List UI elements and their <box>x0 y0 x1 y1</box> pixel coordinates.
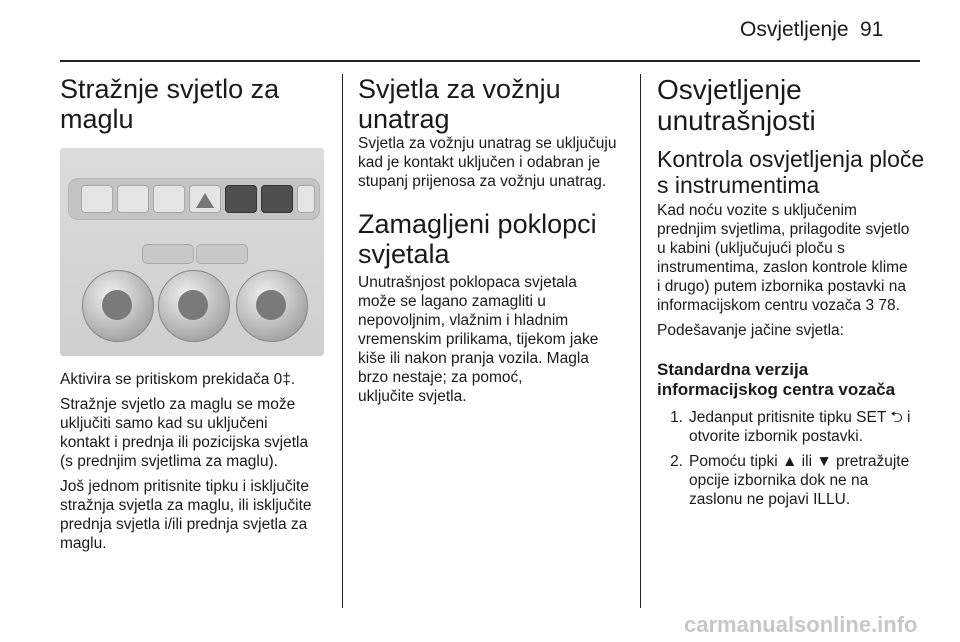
column-divider-1 <box>342 74 343 608</box>
body-text: instrumentima, zaslon kontrole klime <box>657 259 908 276</box>
body-text: uključite svjetla. <box>358 388 467 405</box>
body-text: kad je kontakt uključen i odabran je <box>358 154 601 171</box>
vent-button-icon <box>196 244 248 264</box>
column-2 <box>358 74 626 406</box>
list-text: zaslonu ne pojavi ILLU. <box>689 491 851 508</box>
section-heading-interior-lighting: Osvjetljenje <box>657 74 802 105</box>
switch-panel <box>68 178 320 220</box>
rear-fog-switch-icon <box>225 185 257 213</box>
watermark: carmanualsonline.info <box>684 612 918 637</box>
section-heading-rear-fog: Stražnje svjetlo za maglu <box>60 74 280 134</box>
front-fog-switch-icon <box>261 185 293 213</box>
body-text: kontakt i prednja ili pozicijska svjetla <box>60 434 309 451</box>
body-text: stražnja svjetla za maglu, ili isključite <box>60 497 312 514</box>
section-heading-reversing-lights: Svjetla za vožnju unatrag <box>358 74 561 134</box>
body-text: vremenskim prilikama, tijekom jake <box>358 331 599 348</box>
body-text: (s prednjim svjetlima za maglu). <box>60 453 278 470</box>
climate-controls <box>60 244 324 356</box>
list-number: 2. <box>670 453 683 470</box>
list-item <box>657 452 925 509</box>
hazard-switch-icon <box>189 185 221 213</box>
subsection-heading-instrument-panel: Kontrola osvjetljenja ploče <box>657 146 925 172</box>
column-3 <box>657 74 925 515</box>
list-text: otvorite izbornik postavki. <box>689 428 864 445</box>
body-text: stupanj prijenosa za vožnju unatrag. <box>358 173 607 190</box>
body-text: u kabini (uključujući ploču s <box>657 240 845 257</box>
body-text: Stražnje svjetlo za maglu se može <box>60 396 296 413</box>
body-text: kiše ili nakon pranja vozila. Magla <box>358 350 589 367</box>
column-divider-2 <box>640 74 641 608</box>
page-number: 91 <box>860 18 884 41</box>
body-text: brzo nestaje; za pomoć, <box>358 369 523 386</box>
section-heading-misted-lights: svjetala <box>358 239 450 269</box>
body-text: Unutrašnjost poklopaca svjetala <box>358 274 577 291</box>
climate-knob-icon <box>236 270 308 342</box>
body-text: Podešavanje jačine svjetla: <box>657 322 844 339</box>
switch-icon <box>117 185 149 213</box>
switch-icon <box>153 185 185 213</box>
subsection-heading-standard-dic: Standardna verzija <box>657 360 809 379</box>
header-rule <box>60 60 920 62</box>
section-heading-interior-lighting: unutrašnjosti <box>657 105 816 136</box>
body-text: Aktivira se pritiskom prekidača 0‡. <box>60 371 296 388</box>
list-text: opcije izbornika dok ne na <box>689 472 869 489</box>
body-text: nepovoljnim, vlažnim i hladnim <box>358 312 569 329</box>
body-text: Još jednom pritisnite tipku i isključite <box>60 478 309 495</box>
body-text: prednjim svjetlima, prilagodite svjetlo <box>657 221 910 238</box>
list-text: Pomoću tipki ▲ ili ▼ pretražujte <box>689 453 910 470</box>
column-1 <box>60 74 328 553</box>
climate-knob-icon <box>82 270 154 342</box>
subsection-heading-instrument-panel: s instrumentima <box>657 172 820 198</box>
list-number: 1. <box>670 409 683 426</box>
body-text: Kad noću vozite s uključenim <box>657 202 857 219</box>
dashboard-switch-illustration <box>60 148 324 356</box>
body-text: može se lagano zamagliti u <box>358 293 546 310</box>
climate-knob-icon <box>158 270 230 342</box>
list-text: Jedanput pritisnite tipku SET ⮌ i <box>689 409 911 426</box>
list-item <box>657 408 925 446</box>
page-header-title: Osvjetljenje <box>740 18 849 41</box>
switch-icon <box>81 185 113 213</box>
section-heading-misted-lights: Zamagljeni poklopci <box>358 209 597 239</box>
body-text: maglu. <box>60 535 107 552</box>
body-text: prednja svjetla i/ili prednja svjetla za <box>60 516 308 533</box>
subsection-heading-standard-dic: informacijskog centra vozača <box>657 380 896 399</box>
body-text: informacijskom centru vozača 3 78. <box>657 297 900 314</box>
body-text: Svjetla za vožnju unatrag se uključuju <box>358 135 617 152</box>
vent-button-icon <box>142 244 194 264</box>
body-text: uključiti samo kad su uključeni <box>60 415 268 432</box>
numbered-list <box>657 408 925 509</box>
body-text: i drugo) putem izbornika postavki na <box>657 278 906 295</box>
switch-icon <box>297 185 315 213</box>
